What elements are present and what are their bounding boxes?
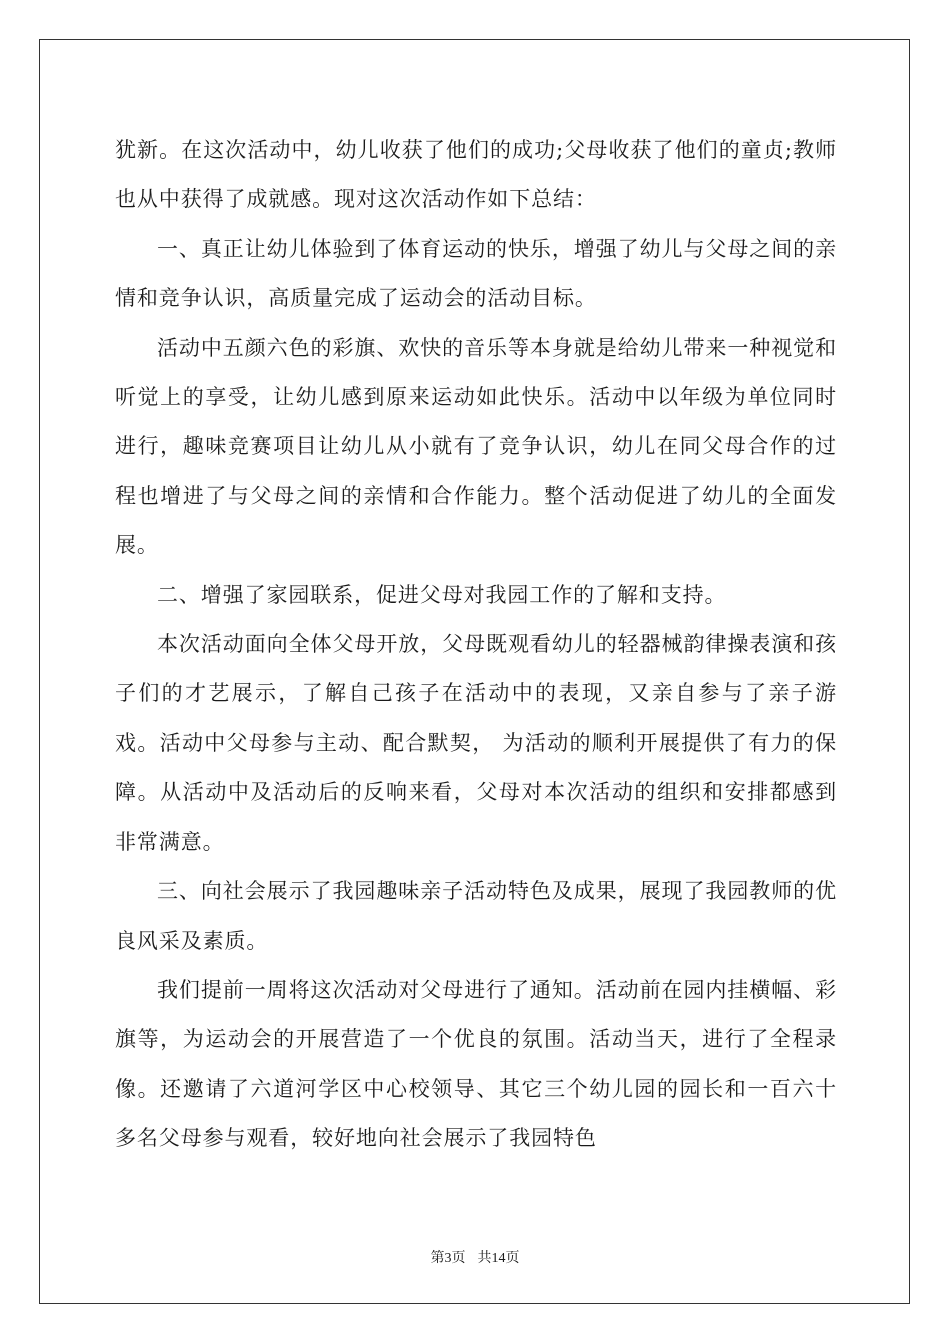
paragraph: 三、向社会展示了我园趣味亲子活动特色及成果，展现了我园教师的优良风采及素质。 bbox=[115, 879, 837, 953]
paragraph: 二、增强了家园联系，促进父母对我园工作的了解和支持。 bbox=[157, 582, 727, 607]
page-footer bbox=[0, 1247, 950, 1267]
paragraph: 一、真正让幼儿体验到了体育运动的快乐，增强了幼儿与父母之间的亲情和竞争认识，高质量完成了运动会的活动目标。 bbox=[115, 236, 837, 311]
paragraph: 本次活动面向全体父母开放，父母既观看幼儿的轻器械韵律操表演和孩子们的才艺展示，了解自己孩子在活动中的表现，又亲自参与了亲子游戏。活动中父母参与主动、配合默契， 为活动的顺利开展提供了有力的保障。从活动中及活动后的反响来看，父母对本次活动的组织和安排都感到非常满意。 bbox=[115, 632, 837, 854]
page-total: 共14页 bbox=[477, 1251, 520, 1266]
paragraph: 活动中五颜六色的彩旗、欢快的音乐等本身就是给幼儿带来一种视觉和听觉上的享受，让幼儿感到原来运动如此快乐。活动中以年级为单位同时进行，趣味竞赛项目让幼儿从小就有了竞争认识，幼儿在同父母合作的过程也增进了与父母之间的亲情和合作能力。整个活动促进了幼儿的全面发展。 bbox=[115, 335, 837, 558]
paragraph: 我们提前一周将这次活动对父母进行了通知。活动前在园内挂横幅、彩旗等，为运动会的开展营造了一个优良的氛围。活动当天，进行了全程录像。还邀请了六道河学区中心校领导、其它三个幼儿园的园长和一百六十多名父母参与观看，较好地向社会展示了我园特色 bbox=[115, 977, 837, 1151]
paragraph: 犹新。在这次活动中，幼儿收获了他们的成功;父母收获了他们的童贞;教师也从中获得了成就感。现对这次活动作如下总结： bbox=[115, 138, 837, 212]
document-body bbox=[115, 126, 837, 1164]
page-number: 第3页 bbox=[430, 1251, 466, 1266]
